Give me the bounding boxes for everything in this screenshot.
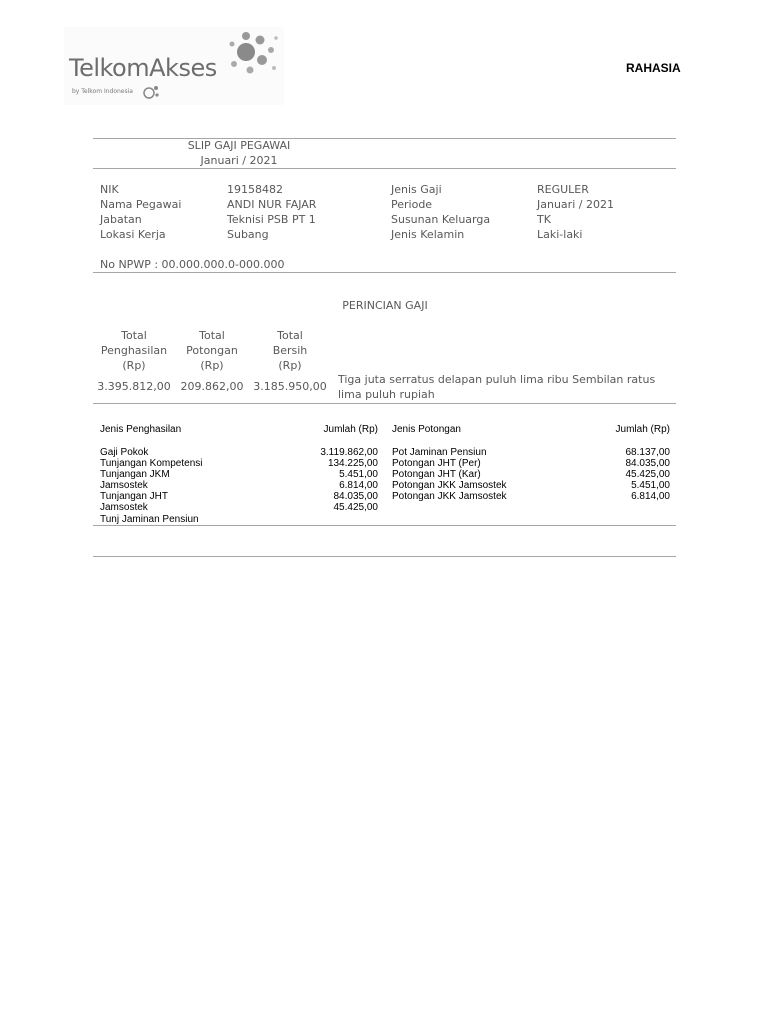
deductions-item-amount: 6.814,00: [631, 491, 670, 502]
deductions-header-label: Jenis Potongan: [392, 424, 461, 435]
info-label-gender: Jenis Kelamin: [391, 228, 465, 241]
earnings-header-amount: Jumlah (Rp): [323, 424, 378, 435]
company-logo-text: TelkomAkses: [69, 54, 217, 82]
info-value-location: Subang: [227, 228, 269, 241]
info-value-period: Januari / 2021: [537, 198, 614, 211]
amount-in-words: Tiga juta serratus delapan puluh lima ribu Sembilan ratus lima puluh rupiah: [338, 373, 656, 401]
earnings-item-amount: 5.451,00: [339, 469, 378, 480]
deductions-item-label: Potongan JHT (Per): [392, 458, 481, 469]
divider-top: [93, 138, 676, 139]
divider-bottom: [93, 556, 676, 557]
earnings-item-label: Jamsostek: [100, 502, 148, 513]
earnings-item-amount: 45.425,00: [333, 502, 378, 513]
slip-period: Januari / 2021: [200, 154, 278, 167]
deductions-item-label: Potongan JKK Jamsostek: [392, 491, 507, 502]
summary-header-net: Total Bersih (Rp): [272, 329, 308, 372]
deductions-item-label: Pot Jaminan Pensiun: [392, 447, 487, 458]
info-value-name: ANDI NUR FAJAR: [227, 198, 317, 211]
info-label-period: Periode: [391, 198, 433, 211]
slip-title: SLIP GAJI PEGAWAI: [187, 139, 291, 152]
deductions-item-label: Potongan JKK Jamsostek: [392, 480, 507, 491]
summary-value-net: 3.185.950,00: [253, 380, 327, 393]
company-logo-subtitle: by Telkom Indonesia: [72, 88, 133, 95]
earnings-item-amount: 6.814,00: [339, 480, 378, 491]
earnings-item-amount: 134.225,00: [327, 458, 378, 469]
earnings-item-label: Jamsostek: [100, 480, 148, 491]
divider-summary: [93, 403, 676, 404]
deductions-item-amount: 68.137,00: [625, 447, 670, 458]
summary-value-deduction: 209.862,00: [180, 380, 244, 393]
info-label-nik: NIK: [100, 183, 119, 196]
info-value-position: Teknisi PSB PT 1: [227, 213, 316, 226]
divider-table: [93, 525, 676, 526]
info-value-salary-type: REGULER: [537, 183, 589, 196]
telkom-indonesia-icon: [141, 84, 161, 100]
summary-header-income: Total Penghasilan (Rp): [100, 329, 168, 372]
npwp-line: No NPWP : 00.000.000.0-000.000: [100, 258, 285, 271]
deductions-item-amount: 45.425,00: [625, 469, 670, 480]
info-value-gender: Laki-laki: [537, 228, 583, 241]
classification-label: RAHASIA: [626, 61, 681, 75]
info-label-salary-type: Jenis Gaji: [391, 183, 442, 196]
earnings-item-amount: 3.119.862,00: [320, 447, 378, 458]
deductions-item-label: Potongan JHT (Kar): [392, 469, 481, 480]
info-label-family: Susunan Keluarga: [391, 213, 491, 226]
summary-header-deduction: Total Potongan (Rp): [186, 329, 238, 372]
info-value-nik: 19158482: [227, 183, 283, 196]
deductions-header-amount: Jumlah (Rp): [615, 424, 670, 435]
info-value-family: TK: [537, 213, 551, 226]
section-title: PERINCIAN GAJI: [342, 299, 428, 312]
info-label-location: Lokasi Kerja: [100, 228, 166, 241]
earnings-item-label: Tunj Jaminan Pensiun: [100, 514, 199, 525]
earnings-item-label: Tunjangan JHT: [100, 491, 168, 502]
info-label-position: Jabatan: [100, 213, 142, 226]
earnings-header-label: Jenis Penghasilan: [100, 424, 182, 435]
info-label-name: Nama Pegawai: [100, 198, 182, 211]
earnings-item-amount: 84.035,00: [333, 491, 378, 502]
deductions-item-amount: 5.451,00: [631, 480, 670, 491]
divider-info: [93, 272, 676, 273]
earnings-item-label: Tunjangan Kompetensi: [100, 458, 203, 469]
logo-mark-icon: [226, 30, 282, 80]
deductions-item-amount: 84.035,00: [625, 458, 670, 469]
summary-value-income: 3.395.812,00: [97, 380, 171, 393]
divider-title: [93, 168, 676, 169]
earnings-item-label: Gaji Pokok: [100, 447, 149, 458]
earnings-item-label: Tunjangan JKM: [100, 469, 170, 480]
